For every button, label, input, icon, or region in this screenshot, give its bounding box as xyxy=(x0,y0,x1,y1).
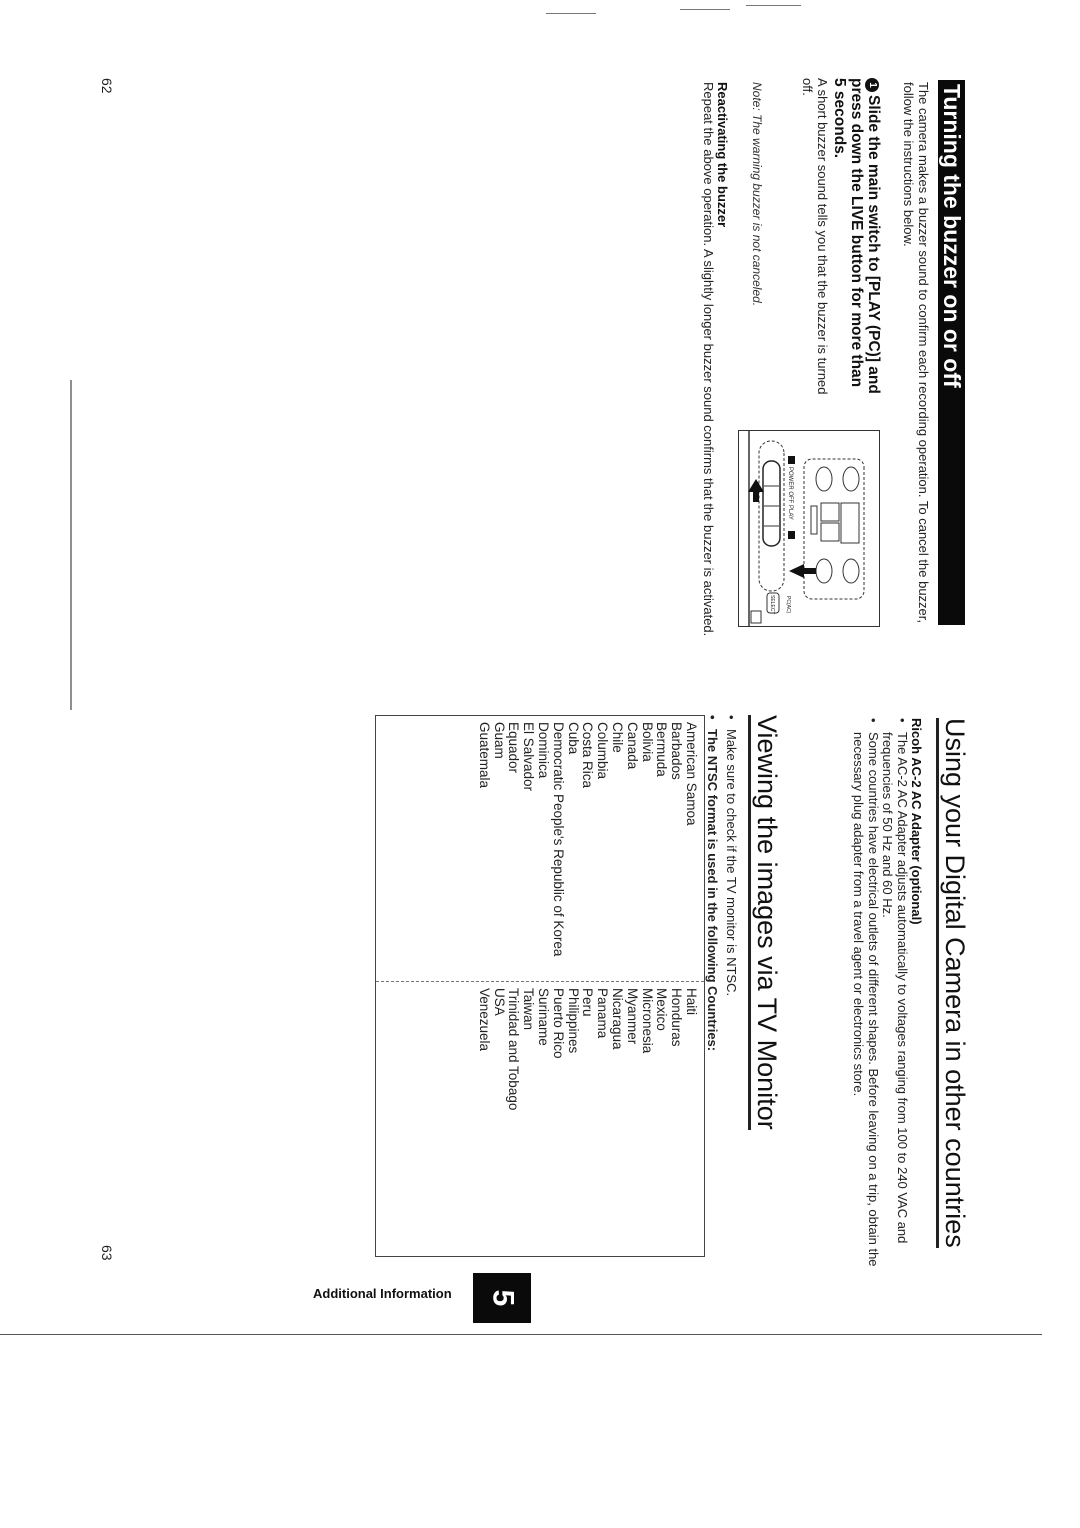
scan-top-fragment xyxy=(546,13,596,14)
adapter-bullet: • The AC-2 AC Adapter adjusts automatically to voltages ranging from 100 to 240 VAC and frequencies of 50 Hz and 60 Hz. xyxy=(880,718,909,1278)
adapter-bullet: • Some countries have electrical outlets of different shapes. Before leaving on a trip, obtain the necessary plug adapter from a travel agent or electronics store. xyxy=(851,718,880,1278)
country-cell: Panama xyxy=(595,988,611,1039)
country-cell: Bermuda xyxy=(654,722,670,777)
chapter-label: Additional Information xyxy=(313,1286,452,1301)
country-cell: Equador xyxy=(506,722,522,774)
footer-rule xyxy=(0,1334,1042,1335)
camera-panel-figure xyxy=(738,430,880,627)
country-cell: Micronesia xyxy=(639,988,655,1054)
country-cell: Puerto Rico xyxy=(550,988,566,1059)
country-cell: Haiti xyxy=(684,988,699,1016)
svg-text:SELECT: SELECT xyxy=(769,595,775,615)
country-cell: Nicaragua xyxy=(610,988,626,1050)
other-countries-title: Using your Digital Camera in other countries xyxy=(936,718,970,1248)
country-cell: Philippines xyxy=(565,988,581,1054)
reactivating-block xyxy=(701,82,731,642)
scan-binding-edge xyxy=(70,380,72,710)
reactivating-heading: Reactivating the buzzer xyxy=(715,82,730,228)
country-cell: Honduras xyxy=(669,988,685,1047)
camera-panel-illustration-icon xyxy=(739,431,879,626)
country-cell: Columbia xyxy=(595,722,611,780)
svg-text:PC(AC): PC(AC) xyxy=(785,596,791,614)
buzzer-intro-text: The camera makes a buzzer sound to confirm each recording operation. To cancel the buzzer, follow the instructions below. xyxy=(901,82,931,623)
country-cell: USA xyxy=(491,988,507,1016)
tv-bullet: • Make sure to check if the TV monitor is NTSC. xyxy=(724,715,739,1275)
country-cell: Barbados xyxy=(669,722,685,780)
country-cell: Cuba xyxy=(565,722,581,755)
adapter-block xyxy=(851,718,924,1278)
country-cell: Suriname xyxy=(536,988,552,1046)
country-cell: Dominica xyxy=(536,722,552,779)
country-cell: American Samoa xyxy=(684,722,699,826)
adapter-subheading: Ricoh AC-2 AC Adapter (optional) xyxy=(909,718,924,925)
tv-monitor-title: Viewing the images via TV Monitor xyxy=(748,715,782,1130)
country-cell: Costa Rica xyxy=(580,722,596,789)
ntsc-countries-table xyxy=(375,715,705,1257)
step-instruction: Slide the main switch to [PLAY (PC)] and press down the LIVE button for more than 5 seconds. xyxy=(831,78,882,394)
scan-top-fragment xyxy=(680,9,730,10)
country-cell: El Salvador xyxy=(521,722,537,792)
country-cell: Canada xyxy=(624,722,640,770)
tv-bullet-ntsc: • The NTSC format is used in the following Countries: xyxy=(705,715,720,1275)
svg-text:POWER OFF PLAY: POWER OFF PLAY xyxy=(787,467,793,520)
countries-column-2 xyxy=(376,982,704,1258)
page-number-63: 63 xyxy=(99,1245,115,1261)
country-cell: Myanmer xyxy=(624,988,640,1045)
step-number-badge: 1 xyxy=(865,78,879,92)
country-cell: Taiwan xyxy=(521,988,537,1031)
country-cell: Venezuela xyxy=(476,988,492,1052)
chapter-number: 5 xyxy=(486,1289,519,1307)
buzzer-note: Note: The warning buzzer is not canceled. xyxy=(750,82,764,307)
country-cell: Democratic People's Republic of Korea xyxy=(550,722,566,957)
buzzer-step-1 xyxy=(800,78,882,396)
country-cell: Guatemala xyxy=(476,722,492,789)
step-detail: A short buzzer sound tells you that the buzzer is turned off. xyxy=(800,78,830,395)
country-cell: Guam xyxy=(491,722,507,759)
country-cell: Peru xyxy=(580,988,596,1017)
chapter-number-box xyxy=(473,1273,531,1323)
country-cell: Trinidad and Tobago xyxy=(506,988,522,1111)
page-number-62: 62 xyxy=(99,78,115,94)
country-cell: Mexico xyxy=(654,988,670,1031)
scan-top-fragment xyxy=(746,5,801,6)
country-cell: Chile xyxy=(610,722,626,753)
tv-monitor-bullets xyxy=(705,715,738,1275)
buzzer-section-title: Turning the buzzer on or off xyxy=(938,80,965,625)
countries-column-1 xyxy=(376,716,704,977)
country-cell: Bolivia xyxy=(639,722,655,762)
reactivating-text: Repeat the above operation. A slightly longer buzzer sound confirms that the buzzer is activated. xyxy=(701,82,716,637)
